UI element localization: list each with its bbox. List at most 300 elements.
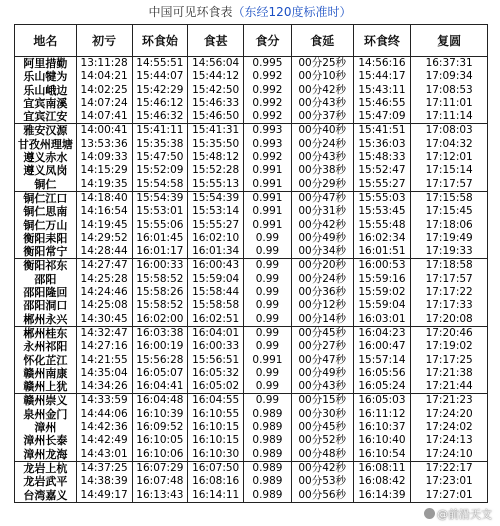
row-group xyxy=(15,327,487,394)
table-cell: 16:01:51 xyxy=(354,245,412,258)
table-cell: 0.99 xyxy=(244,299,292,312)
table-cell: 15:46:33 xyxy=(188,97,244,110)
table-cell: 15:59:16 xyxy=(354,273,412,286)
table-cell: 16:02:34 xyxy=(354,232,412,245)
table-cell: 16:00:43 xyxy=(188,259,244,272)
table-cell: 16:00:33 xyxy=(188,340,244,353)
table-cell: 14:25:08 xyxy=(77,299,133,312)
table-cell: 16:11:12 xyxy=(354,408,412,421)
table-cell: 15:55:13 xyxy=(188,178,244,191)
table-row xyxy=(15,286,487,299)
table-cell: 16:37:31 xyxy=(425,57,473,69)
table-cell: 16:03:01 xyxy=(354,313,412,326)
table-cell: 16:07:48 xyxy=(133,475,189,488)
table-cell: 17:15:45 xyxy=(425,205,473,218)
table-cell: 00分43秒 xyxy=(292,97,354,110)
table-cell: 15:48:33 xyxy=(354,151,412,164)
table-cell: 15:53:01 xyxy=(133,205,189,218)
table-cell: 00分24秒 xyxy=(292,273,354,286)
table-cell: 00分30秒 xyxy=(292,408,354,421)
table-cell: 0.989 xyxy=(244,462,292,475)
table-cell: 16:04:48 xyxy=(133,394,189,407)
table-row xyxy=(15,110,487,123)
table-cell: 0.989 xyxy=(244,408,292,421)
location-cell: 遵义凤岗 xyxy=(15,164,77,177)
table-cell: 16:04:41 xyxy=(133,380,189,393)
table-cell: 17:21:38 xyxy=(425,366,473,379)
table-row xyxy=(15,340,487,353)
table-cell: 15:42:29 xyxy=(133,84,189,97)
table-cell: 00分42秒 xyxy=(292,219,354,232)
table-row xyxy=(15,462,487,475)
table-cell: 15:55:48 xyxy=(354,219,412,232)
table-cell: 16:08:16 xyxy=(188,475,244,488)
table-cell: 17:24:02 xyxy=(425,421,473,434)
table-cell: 14:29:52 xyxy=(77,232,133,245)
table-cell: 15:47:50 xyxy=(133,151,189,164)
location-cell: 郴州桂东 xyxy=(15,327,77,340)
table-cell: 00分10秒 xyxy=(292,70,354,83)
table-cell: 15:43:11 xyxy=(354,84,412,97)
table-cell: 16:08:42 xyxy=(354,475,412,488)
table-cell: 16:05:02 xyxy=(188,380,244,393)
table-cell: 16:14:39 xyxy=(354,489,412,502)
table-cell: 14:37:25 xyxy=(77,462,133,475)
table-cell: 15:58:44 xyxy=(188,286,244,299)
table-cell: 17:24:10 xyxy=(425,447,473,460)
table-cell: 00分45秒 xyxy=(292,327,354,340)
location-cell: 赣州南康 xyxy=(15,367,77,380)
table-cell: 17:17:25 xyxy=(425,353,473,366)
table-cell: 15:46:32 xyxy=(133,110,189,123)
row-group xyxy=(15,259,487,326)
table-cell: 14:42:49 xyxy=(77,434,133,447)
table-cell: 00分48秒 xyxy=(292,448,354,461)
table-cell: 16:10:37 xyxy=(354,421,412,434)
table-cell: 16:05:56 xyxy=(354,367,412,380)
table-cell: 14:56:04 xyxy=(188,57,244,70)
table-cell: 15:44:17 xyxy=(354,70,412,83)
table-cell: 14:25:28 xyxy=(77,273,133,286)
table-cell: 14:02:25 xyxy=(77,84,133,97)
table-row xyxy=(15,219,487,232)
table-row xyxy=(15,367,487,380)
column-header: 复圆 xyxy=(437,34,462,48)
table-cell: 0.99 xyxy=(244,340,292,353)
location-cell: 遵义赤水 xyxy=(15,151,77,164)
column-header: 食甚 xyxy=(188,25,244,56)
table-cell: 00分34秒 xyxy=(292,245,354,258)
table-cell: 0.99 xyxy=(244,259,292,272)
table-cell: 0.991 xyxy=(244,205,292,218)
table-cell: 16:10:30 xyxy=(188,448,244,461)
table-row xyxy=(15,421,487,434)
table-cell: 16:02:51 xyxy=(188,313,244,326)
table-cell: 17:19:49 xyxy=(425,231,473,244)
table-title xyxy=(0,2,500,22)
table-cell: 16:01:45 xyxy=(133,232,189,245)
table-cell: 17:17:57 xyxy=(425,177,473,190)
table-cell: 14:27:47 xyxy=(77,259,133,272)
table-cell: 0.99 xyxy=(244,273,292,286)
table-cell: 15:47:09 xyxy=(354,110,412,123)
table-cell: 00分52秒 xyxy=(292,434,354,447)
table-cell: 00分42秒 xyxy=(292,462,354,475)
location-cell: 铜仁江口 xyxy=(15,192,77,205)
location-cell: 邵阳 xyxy=(15,273,77,286)
table-cell: 15:36:03 xyxy=(354,138,412,151)
location-cell: 漳州龙海 xyxy=(15,448,77,461)
table-cell: 14:32:47 xyxy=(77,327,133,340)
table-cell: 16:05:32 xyxy=(188,367,244,380)
column-header: 食延 xyxy=(292,25,354,56)
table-cell: 16:10:05 xyxy=(133,434,189,447)
row-group xyxy=(15,192,487,259)
title-main: 中国可见环食表 xyxy=(148,5,233,19)
table-cell: 0.991 xyxy=(244,178,292,191)
column-header: 环食始 xyxy=(133,25,189,56)
table-cell: 0.99 xyxy=(244,286,292,299)
table-cell: 17:19:33 xyxy=(425,245,473,258)
table-cell: 14:28:44 xyxy=(77,245,133,258)
table-cell: 17:11:01 xyxy=(425,96,473,109)
table-cell: 16:03:38 xyxy=(133,327,189,340)
table-cell: 15:52:47 xyxy=(354,164,412,177)
table-cell: 15:46:12 xyxy=(133,97,189,110)
table-row xyxy=(15,84,487,97)
location-cell: 雅安汉源 xyxy=(15,124,77,137)
table-row xyxy=(15,380,487,393)
table-cell: 00分15秒 xyxy=(292,394,354,407)
table-cell: 15:41:31 xyxy=(188,124,244,137)
table-cell: 14:07:41 xyxy=(77,110,133,123)
table-cell: 0.99 xyxy=(244,232,292,245)
table-cell: 00分47秒 xyxy=(292,192,354,205)
table-cell: 16:10:06 xyxy=(133,448,189,461)
table-row xyxy=(15,434,487,447)
table-cell: 15:35:50 xyxy=(188,138,244,151)
table-cell: 15:46:55 xyxy=(354,97,412,110)
table-row xyxy=(15,178,487,191)
table-cell: 0.989 xyxy=(244,434,292,447)
location-cell: 衡阳耒阳 xyxy=(15,232,77,245)
table-cell: 0.989 xyxy=(244,448,292,461)
table-cell: 17:24:20 xyxy=(425,407,473,420)
table-cell: 16:10:54 xyxy=(354,448,412,461)
table-cell: 0.99 xyxy=(244,245,292,258)
table-body xyxy=(15,57,487,502)
location-cell: 铜仁思南 xyxy=(15,205,77,218)
table-cell: 16:10:55 xyxy=(188,408,244,421)
table-cell: 16:09:52 xyxy=(133,421,189,434)
table-row xyxy=(15,57,487,70)
column-header: 地名 xyxy=(15,25,77,56)
table-cell: 17:21:23 xyxy=(425,394,473,407)
table-cell: 0.99 xyxy=(244,367,292,380)
column-header: 初亏 xyxy=(77,25,133,56)
table-cell: 0.991 xyxy=(244,219,292,232)
location-cell: 阿里措勤 xyxy=(15,57,77,70)
table-cell: 15:52:09 xyxy=(133,164,189,177)
location-cell: 衡阳常宁 xyxy=(15,245,77,258)
table-cell: 0.991 xyxy=(244,354,292,367)
table-cell: 16:00:47 xyxy=(354,340,412,353)
table-cell: 00分53秒 xyxy=(292,475,354,488)
table-row xyxy=(15,327,487,340)
table-cell: 15:41:51 xyxy=(354,124,412,137)
table-cell: 0.995 xyxy=(244,57,292,70)
table-cell: 16:10:39 xyxy=(133,408,189,421)
table-row xyxy=(15,354,487,367)
location-cell: 乐山峨边 xyxy=(15,84,77,97)
table-cell: 16:08:11 xyxy=(354,462,412,475)
table-cell: 14:19:35 xyxy=(77,178,133,191)
weibo-icon xyxy=(424,508,435,519)
table-cell: 17:11:14 xyxy=(425,110,473,123)
table-cell: 00分42秒 xyxy=(292,84,354,97)
table-cell: 16:10:15 xyxy=(188,434,244,447)
table-cell: 17:20:08 xyxy=(425,312,473,325)
table-cell: 0.991 xyxy=(244,192,292,205)
table-cell: 17:09:34 xyxy=(425,70,473,83)
table-cell: 00分45秒 xyxy=(292,421,354,434)
table-cell: 14:15:29 xyxy=(77,164,133,177)
location-cell: 乐山犍为 xyxy=(15,70,77,83)
table-cell: 00分49秒 xyxy=(292,367,354,380)
table-cell: 17:21:44 xyxy=(425,380,473,393)
location-cell: 龙岩上杭 xyxy=(15,462,77,475)
table-row xyxy=(15,299,487,312)
location-cell: 郴州永兴 xyxy=(15,313,77,326)
column-header: 食分 xyxy=(244,25,292,56)
table-cell: 00分36秒 xyxy=(292,286,354,299)
location-cell: 龙岩武平 xyxy=(15,475,77,488)
table-cell: 16:07:50 xyxy=(188,462,244,475)
row-group xyxy=(15,394,487,461)
table-cell: 15:59:04 xyxy=(354,299,412,312)
column-header: 环食终 xyxy=(354,25,412,56)
table-cell: 17:17:33 xyxy=(425,299,473,312)
table-cell: 0.992 xyxy=(244,70,292,83)
location-cell: 铜仁万山 xyxy=(15,219,77,232)
table-row xyxy=(15,273,487,286)
table-cell: 15:54:39 xyxy=(133,192,189,205)
table-cell: 0.992 xyxy=(244,151,292,164)
table-cell: 16:05:07 xyxy=(133,367,189,380)
table-cell: 14:43:01 xyxy=(77,448,133,461)
table-cell: 15:59:02 xyxy=(354,286,412,299)
table-cell: 16:13:43 xyxy=(133,489,189,502)
table-cell: 17:17:57 xyxy=(425,272,473,285)
table-cell: 14:55:51 xyxy=(133,57,189,70)
table-cell: 14:38:39 xyxy=(77,475,133,488)
table-cell: 14:44:06 xyxy=(77,408,133,421)
table-cell: 17:08:03 xyxy=(425,124,473,137)
table-cell: 16:04:23 xyxy=(354,327,412,340)
location-cell: 铜仁 xyxy=(15,178,77,191)
table-cell: 15:52:28 xyxy=(188,164,244,177)
table-cell: 00分25秒 xyxy=(292,57,354,70)
table-cell: 16:01:34 xyxy=(188,245,244,258)
table-cell: 17:27:01 xyxy=(425,488,473,501)
table-cell: 16:00:19 xyxy=(133,340,189,353)
table-cell: 17:15:58 xyxy=(425,191,473,204)
table-row xyxy=(15,192,487,205)
table-cell: 14:18:40 xyxy=(77,192,133,205)
watermark xyxy=(424,506,492,522)
table-cell: 15:55:27 xyxy=(188,219,244,232)
table-cell: 17:18:58 xyxy=(425,259,473,272)
table-cell: 15:55:06 xyxy=(133,219,189,232)
table-header-row xyxy=(15,25,487,57)
table-cell: 0.993 xyxy=(244,124,292,137)
table-row xyxy=(15,97,487,110)
table-cell: 14:49:17 xyxy=(77,489,133,502)
table-row xyxy=(15,448,487,461)
table-cell: 14:16:54 xyxy=(77,205,133,218)
row-group xyxy=(15,124,487,191)
table-cell: 14:19:45 xyxy=(77,219,133,232)
location-cell: 宜宾江安 xyxy=(15,110,77,123)
table-cell: 00分49秒 xyxy=(292,232,354,245)
table-cell: 0.992 xyxy=(244,110,292,123)
table-cell: 00分12秒 xyxy=(292,299,354,312)
table-cell: 14:56:16 xyxy=(354,57,412,70)
table-row xyxy=(15,70,487,83)
table-cell: 0.99 xyxy=(244,327,292,340)
table-cell: 14:42:36 xyxy=(77,421,133,434)
table-cell: 00分43秒 xyxy=(292,380,354,393)
table-cell: 14:24:46 xyxy=(77,286,133,299)
table-row xyxy=(15,259,487,272)
location-cell: 邵阳洞口 xyxy=(15,299,77,312)
location-cell: 怀化芷江 xyxy=(15,354,77,367)
table-cell: 15:54:39 xyxy=(188,192,244,205)
table-cell: 14:33:59 xyxy=(77,394,133,407)
table-cell: 15:41:11 xyxy=(133,124,189,137)
table-cell: 15:44:07 xyxy=(133,70,189,83)
table-cell: 0.993 xyxy=(244,138,292,151)
location-cell: 赣州崇义 xyxy=(15,394,77,407)
table-cell: 15:48:12 xyxy=(188,151,244,164)
table-cell: 16:02:10 xyxy=(188,232,244,245)
table-cell: 16:02:00 xyxy=(133,313,189,326)
table-row xyxy=(15,124,487,137)
table-cell: 15:53:14 xyxy=(188,205,244,218)
table-cell: 0.991 xyxy=(244,164,292,177)
table-cell: 17:20:46 xyxy=(425,326,473,339)
table-cell: 0.989 xyxy=(244,489,292,502)
table-cell: 14:07:24 xyxy=(77,97,133,110)
table-cell: 17:22:17 xyxy=(425,461,473,474)
table-cell: 17:17:22 xyxy=(425,286,473,299)
location-cell: 永州祁阳 xyxy=(15,340,77,353)
table-row xyxy=(15,138,487,151)
table-cell: 14:27:16 xyxy=(77,340,133,353)
location-cell: 台湾嘉义 xyxy=(15,489,77,502)
location-cell: 邵阳隆回 xyxy=(15,286,77,299)
table-cell: 14:04:21 xyxy=(77,70,133,83)
table-cell: 16:00:53 xyxy=(354,259,412,272)
eclipse-table xyxy=(14,24,488,503)
table-cell: 13:11:28 xyxy=(77,57,133,70)
table-cell: 00分20秒 xyxy=(292,259,354,272)
table-cell: 00分37秒 xyxy=(292,110,354,123)
table-row xyxy=(15,489,487,502)
table-cell: 16:01:17 xyxy=(133,245,189,258)
location-cell: 赣州上犹 xyxy=(15,380,77,393)
location-cell: 漳州 xyxy=(15,421,77,434)
table-cell: 14:09:33 xyxy=(77,151,133,164)
table-cell: 15:35:38 xyxy=(133,138,189,151)
table-cell: 16:05:03 xyxy=(354,394,412,407)
table-cell: 15:58:52 xyxy=(133,299,189,312)
location-cell: 衡阳祁东 xyxy=(15,259,77,272)
table-cell: 13:53:36 xyxy=(77,138,133,151)
table-cell: 00分27秒 xyxy=(292,340,354,353)
watermark-text: @前沿天文 xyxy=(437,508,492,521)
table-row xyxy=(15,205,487,218)
location-cell: 甘孜州理塘 xyxy=(15,138,77,151)
table-row xyxy=(15,164,487,177)
table-cell: 17:23:01 xyxy=(425,475,473,488)
table-row xyxy=(15,408,487,421)
table-cell: 0.989 xyxy=(244,421,292,434)
table-cell: 00分56秒 xyxy=(292,489,354,502)
table-cell: 15:44:12 xyxy=(188,70,244,83)
table-cell: 00分38秒 xyxy=(292,164,354,177)
table-cell: 0.992 xyxy=(244,97,292,110)
row-group xyxy=(15,462,487,502)
location-cell: 漳州长泰 xyxy=(15,434,77,447)
table-cell: 0.989 xyxy=(244,475,292,488)
table-cell: 15:58:26 xyxy=(133,286,189,299)
table-cell: 16:05:24 xyxy=(354,380,412,393)
table-cell: 17:19:02 xyxy=(425,340,473,353)
table-cell: 15:55:03 xyxy=(354,192,412,205)
table-cell: 00分29秒 xyxy=(292,178,354,191)
table-cell: 15:55:27 xyxy=(354,178,412,191)
table-cell: 0.992 xyxy=(244,84,292,97)
table-cell: 16:10:15 xyxy=(188,421,244,434)
table-cell: 14:00:41 xyxy=(77,124,133,137)
table-row xyxy=(15,151,487,164)
table-cell: 00分31秒 xyxy=(292,205,354,218)
table-cell: 14:30:45 xyxy=(77,313,133,326)
table-cell: 15:59:04 xyxy=(188,273,244,286)
table-cell: 17:15:14 xyxy=(425,164,473,177)
table-row xyxy=(15,245,487,258)
table-cell: 16:07:29 xyxy=(133,462,189,475)
table-cell: 0.99 xyxy=(244,380,292,393)
row-group xyxy=(15,57,487,124)
table-cell: 0.99 xyxy=(244,394,292,407)
table-cell: 15:42:50 xyxy=(188,84,244,97)
table-row xyxy=(15,394,487,407)
table-row xyxy=(15,232,487,245)
table-cell: 16:04:01 xyxy=(188,327,244,340)
location-cell: 泉州金门 xyxy=(15,408,77,421)
location-cell: 宜宾南溪 xyxy=(15,97,77,110)
table-cell: 00分47秒 xyxy=(292,354,354,367)
table-cell: 15:54:58 xyxy=(133,178,189,191)
table-cell: 17:12:01 xyxy=(425,151,473,164)
table-cell: 00分14秒 xyxy=(292,313,354,326)
table-cell: 15:56:28 xyxy=(133,354,189,367)
table-row xyxy=(15,313,487,326)
table-cell: 00分43秒 xyxy=(292,151,354,164)
table-cell: 16:14:11 xyxy=(188,489,244,502)
